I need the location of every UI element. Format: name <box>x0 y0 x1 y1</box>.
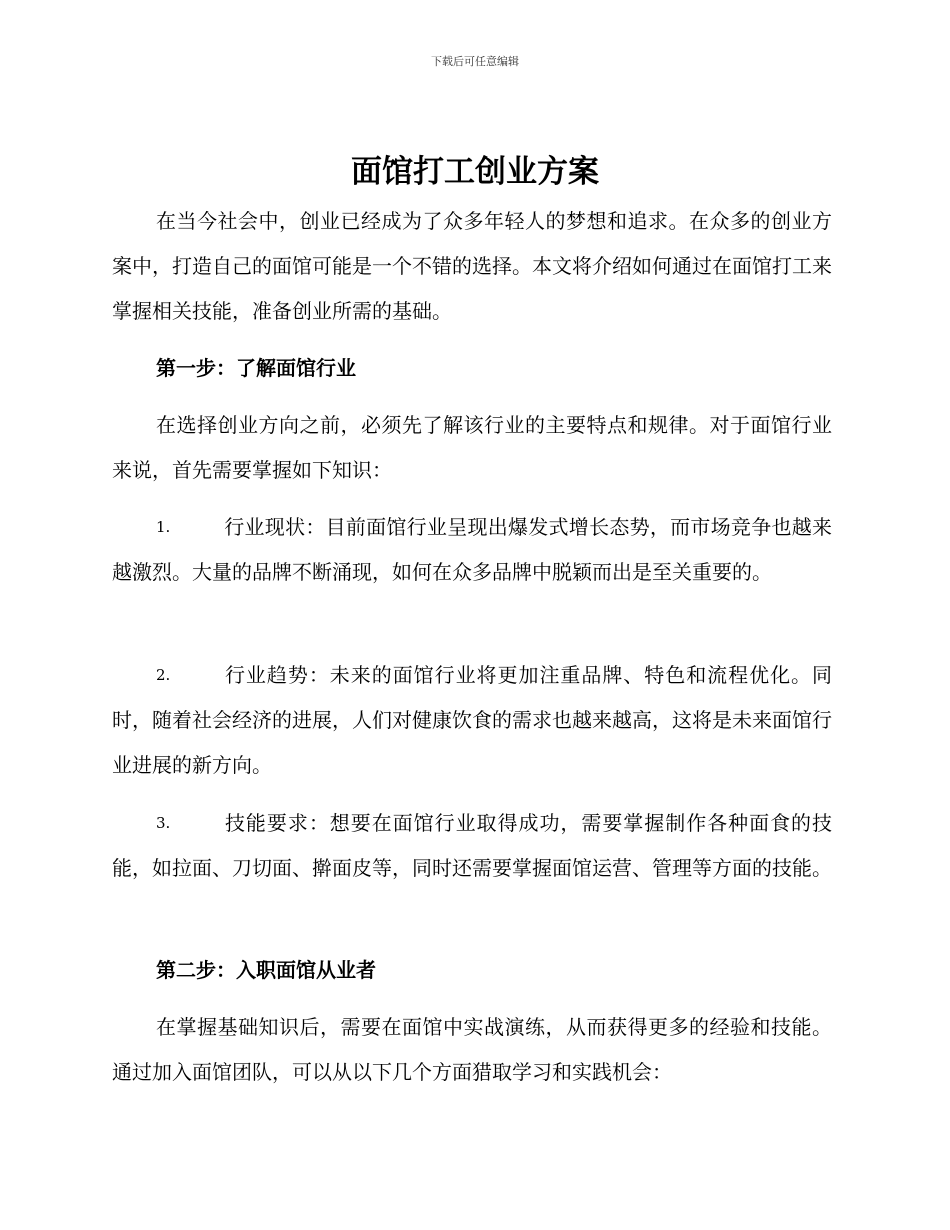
header-note: 下载后可任意编辑 <box>431 55 519 68</box>
step1-paragraph: 在选择创业方向之前，必须先了解该行业的主要特点和规律。对于面馆行业来说，首先需要掌握如下知识： <box>112 413 832 482</box>
list-item-2 <box>112 653 832 788</box>
list-item-number: 1. <box>156 518 171 536</box>
document-title: 面馆打工创业方案 <box>351 154 599 190</box>
intro-paragraph: 在当今社会中，创业已经成为了众多年轻人的梦想和追求。在众多的创业方案中，打造自己的面馆可能是一个不错的选择。本文将介绍如何通过在面馆打工来掌握相关技能，准备创业所需的基础。 <box>112 209 832 323</box>
step2-paragraph: 在掌握基础知识后，需要在面馆中实战演练，从而获得更多的经验和技能。通过加入面馆团队，可以从以下几个方面猎取学习和实践机会： <box>112 1015 832 1084</box>
list-item-3 <box>112 801 832 891</box>
list-item-1 <box>112 505 832 595</box>
list-item-text: 行业现状：目前面馆行业呈现出爆发式增长态势，而市场竞争也越来越激烈。大量的品牌不断涌现，如何在众多品牌中脱颖而出是至关重要的。 <box>112 515 832 584</box>
step2-heading: 第二步：入职面馆从业者 <box>156 958 376 982</box>
step1-heading: 第一步：了解面馆行业 <box>156 356 356 380</box>
list-item-number: 3. <box>156 814 171 832</box>
list-item-text: 行业趋势：未来的面馆行业将更加注重品牌、特色和流程优化。同时，随着社会经济的进展，人们对健康饮食的需求也越来越高，这将是未来面馆行业进展的新方向。 <box>112 663 832 777</box>
list-item-text: 技能要求：想要在面馆行业取得成功，需要掌握制作各种面食的技能，如拉面、刀切面、擀面皮等，同时还需要掌握面馆运营、管理等方面的技能。 <box>112 811 832 880</box>
list-item-number: 2. <box>156 666 171 684</box>
